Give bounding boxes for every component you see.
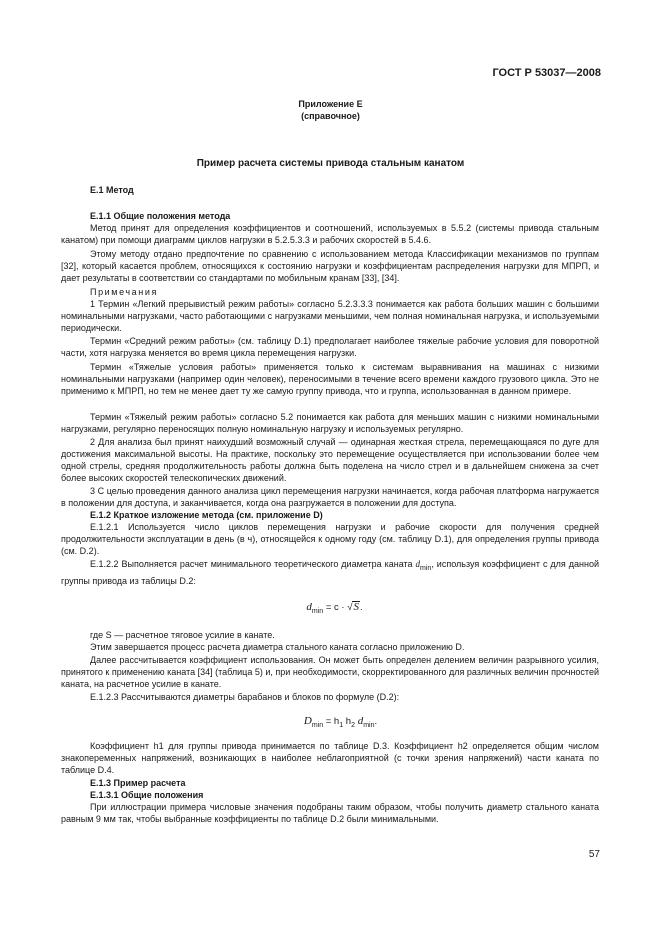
inline-dmin-subscript: min — [420, 564, 432, 572]
formula2-subscript: min — [311, 721, 324, 729]
paragraph-e122 — [61, 558, 599, 587]
formula2-d-sub: min — [363, 721, 375, 729]
note2-worst-case: 2 Для анализа был принят наихудший возможный случай — одинарная жесткая стрела, перемещающаяся по дуге для достижения максимальной высоты. На практике, поскольку это перемещение осуществляется при использовании более чем одной стрелы, средняя продолжительность работы должна быть поделена на число стрел и в дальнейшем снижена за счет более высоких скоростей телескопических движений. — [61, 437, 599, 483]
formula1-root: S — [353, 601, 359, 613]
paragraph-where-s: где S — расчетное тяговое усилие в канате. — [90, 630, 275, 640]
section-heading-e1: Е.1 Метод — [90, 185, 134, 195]
formula-drum-diameter — [0, 714, 661, 733]
formula1-subscript: min — [311, 607, 324, 615]
notes-heading: Примечания — [90, 287, 158, 297]
note1-heavy-conditions: Термин «Тяжелые условия работы» применяется только к системам выравнивания на машинах с низкими номинальными нагрузками (например один человек), переносимыми в течение всего времени каждого грузового цикла. Это не применимо к МПРП, но тем не менее дает ту же самую группу привода, что и группа, использованная в данном примере. — [61, 362, 599, 396]
section-heading-e131: Е.1.3.1 Общие положения — [90, 790, 204, 800]
paragraph-utilization: Далее рассчитывается коэффициент использования. Он может быть определен делением величин разрывного усилия, принятого к применению каната [34] (таблица 5) и, при необходимости, скорректированного для различных величин прочностей каната, на расчетное усилие в канате. — [61, 655, 599, 689]
page-number: 57 — [588, 849, 600, 860]
note3-cycle: 3 С целью проведения данного анализа цикл перемещения нагрузки начинается, когда рабочая платформа нагружается в положении для доступа, и заканчивается, когда она разгружается в положении для доступа. — [61, 486, 599, 508]
formula2-h2-sub: 2 — [351, 721, 355, 729]
section-heading-e11: Е.1.1 Общие положения метода — [90, 211, 231, 221]
formula2-h1-sub: 1 — [339, 721, 344, 729]
paragraph-e121: Е.1.2.1 Используется число циклов перемещения нагрузки и рабочие скорости для получения средней продолжительности эксплуатации в день (в ч), относящейся к одному году (см. таблицу D.1), для определения группы привода (см. D.2). — [61, 522, 599, 556]
note1-heavy-duty: Термин «Тяжелый режим работы» согласно 5.2 понимается как работа для меньших машин с низкими номинальными нагрузками, регулярно переносящих полную номинальную нагрузку и используемых регулярно. — [61, 412, 599, 434]
formula1-lhs: d — [306, 601, 312, 613]
formula1-rhs: = c · — [325, 602, 348, 613]
appendix-label: Приложение Е — [298, 99, 363, 109]
formula1-end: . — [359, 602, 363, 613]
sqrt-icon: √ — [347, 602, 353, 613]
note1-medium-duty: Термин «Средний режим работы» (см. таблицу D.1) предполагает наиболее тяжелые рабочие условия для поворотной части, хотя нагрузка меняется во время цикла перемещения нагрузки. — [61, 336, 599, 358]
appendix-type: (справочное) — [301, 111, 360, 121]
formula2-h1: = h — [325, 716, 340, 727]
paragraph-rope-done: Этим завершается процесс расчета диаметра стального каната согласно приложению D. — [90, 642, 465, 652]
paragraph-e123: Е.1.2.3 Рассчитываются диаметры барабанов и блоков по формуле (D.2): — [90, 692, 400, 702]
formula2-h2: h — [343, 716, 352, 727]
formula2-lhs: D — [303, 715, 312, 727]
formula2-d: d — [354, 715, 364, 727]
paragraph-method: Метод принят для определения коэффициентов и соотношений, используемых в 5.5.2 (системы привода стальным канатом) при помощи диаграмм циклов нагрузки в 5.2.5.3.3 и рабочих скоростей в 5.4.6. — [61, 223, 599, 245]
section-heading-e13: Е.1.3 Пример расчета — [90, 778, 186, 788]
document-code: ГОСТ Р 53037—2008 — [492, 67, 601, 79]
formula-rope-diameter — [0, 600, 661, 619]
section-heading-e12: Е.1.2 Краткое изложение метода (см. приложение D) — [90, 510, 323, 520]
e122-text-end: , используя коэффициент c для данной группы привода из таблицы D.2: — [61, 559, 599, 586]
paragraph-coefficients: Коэффициент h1 для группы привода принимается по таблице D.3. Коэффициент h2 определяется общим числом знакопеременных напряжений, возникающих в наиболее неблагоприятной (с точки зрения напряжений) части каната по таблице D.4. — [61, 741, 599, 775]
paragraph-preference: Этому методу отдано предпочтение по сравнению с использованием метода Классификации механизмов по группам [32], который касается проблем, относящихся к состоянию нагрузки и коэффициентам распределения нагрузки для МПРП, и дает результаты в соответствии со стандартами по мобильным кранам [33], [34]. — [61, 249, 599, 283]
note1-light-duty: 1 Термин «Легкий прерывистый режим работы» согласно 5.2.3.3.3 понимается как работа больших машин с большими номинальными нагрузками, часто работающими с нагрузками меньшими, чем полная номинальная нагрузка, и используемыми периодически. — [61, 299, 599, 333]
formula2-end: . — [374, 716, 378, 727]
page-title: Пример расчета системы привода стальным канатом — [196, 158, 465, 169]
inline-dmin-symbol: d — [415, 559, 421, 569]
e122-text-start: Е.1.2.2 Выполняется расчет минимального теоретического диаметра каната — [90, 559, 416, 569]
paragraph-example: При иллюстрации примера числовые значения подобраны таким образом, чтобы получить диаметр стального каната равным 9 мм так, чтобы выбранные коэффициенты по таблице D.2 были минимальными. — [61, 802, 599, 824]
